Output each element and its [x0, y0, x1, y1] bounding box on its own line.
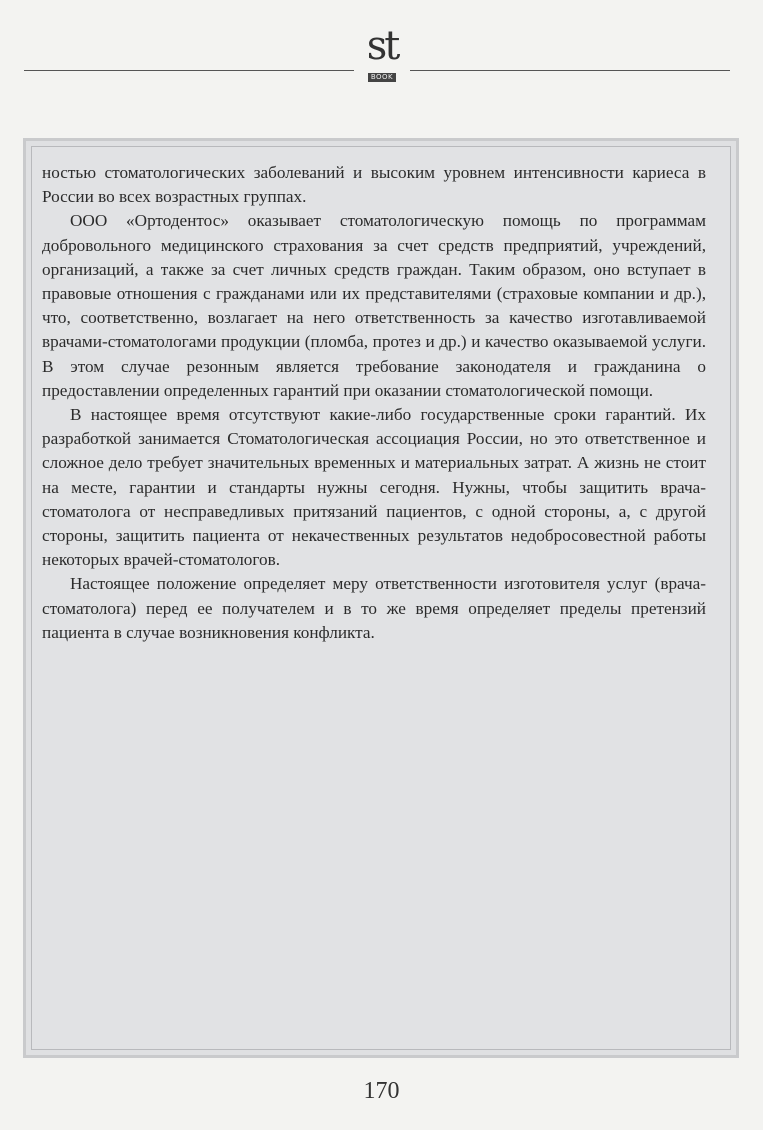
paragraph-guarantees: В настоящее время отсутствуют какие-либо государственные сроки гарантий. Их разработкой занимается Стоматологическая ассоциация России, но это ответственное и сложное дело требует значительных временных и материальных затрат. А жизнь не стоит на месте, гарантии и стандарты нужны сегодня. Нужны, чтобы защитить врача-стоматолога от несправедливых притязаний пациентов, с одной стороны, а, с другой стороны, защитить пациента от некачественных результатов недобросовестной работы некоторых врачей-стоматологов. [42, 405, 706, 570]
page-number: 170 [363, 1078, 400, 1104]
text-frame [23, 138, 739, 1058]
body-text [42, 161, 706, 645]
publisher-logo [354, 23, 410, 84]
paragraph-ortodentos: ООО «Ортодентос» оказывает стоматологическую помощь по программам добровольного медицинского страхования за счет средств предприятий, учреждений, организаций, а также за счет личных средств граждан. Таким образом, оно вступает в правовые отношения с гражданами или их представителями (страховые компании и др.), что, соответственно, возлагает на него ответственность за качество изготавливаемой врачами-стоматологами продукции (пломба, протез и др.) и качество оказываемой услуги. В этом случае резонным является требование законодателя и гражданина о предоставлении определенных гарантий при оказании стоматологической помощи. [42, 211, 706, 400]
text-frame-inner [31, 146, 731, 1050]
paragraph-continuation: ностью стоматологических заболеваний и высоким уровнем интенсивности кариеса в России во всех возрастных группах. [42, 163, 706, 207]
header-rule-right [410, 70, 730, 71]
paragraph-regulation: Настоящее положение определяет меру ответственности изготовителя услуг (врача-стоматолога) перед ее получателем и в то же время определяет пределы претензий пациента в случае возникновения конфликта. [42, 574, 706, 642]
logo-tag: BOOK [368, 73, 396, 82]
header-rule-left [24, 70, 354, 71]
logo-mark: st [366, 23, 398, 69]
